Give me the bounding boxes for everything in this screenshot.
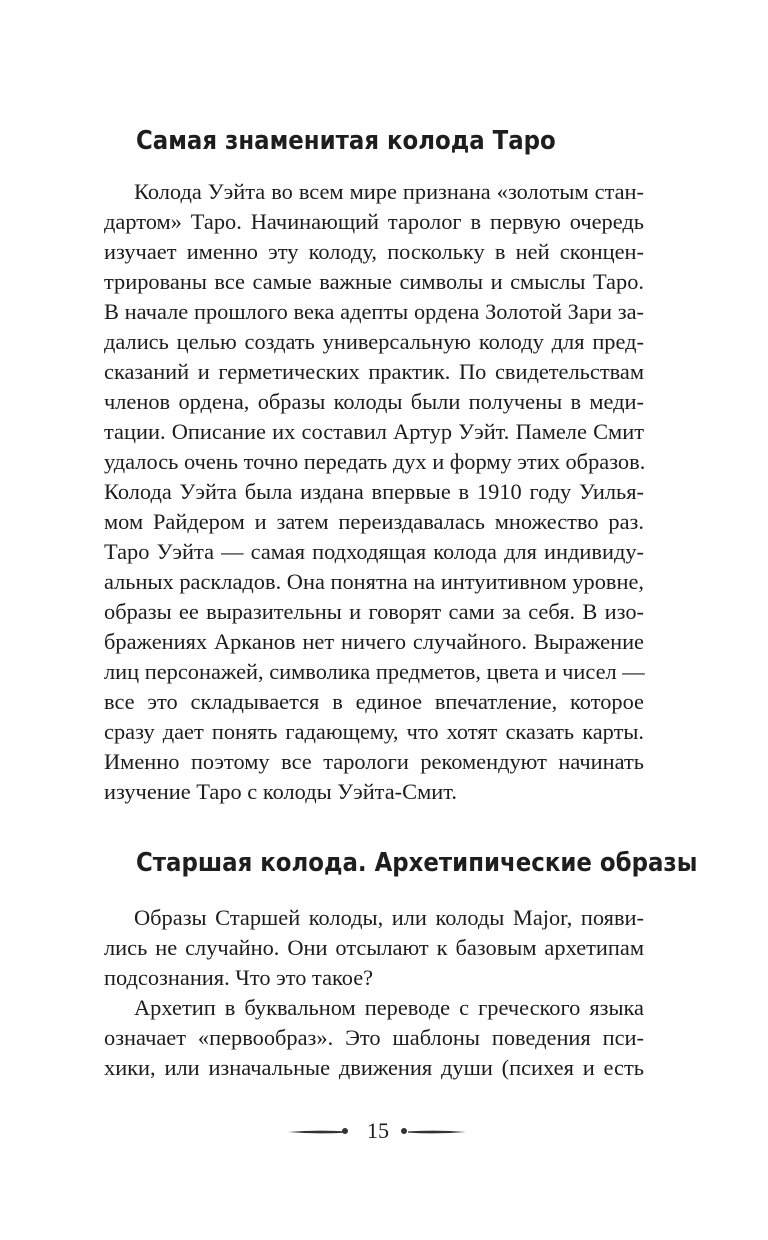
text-line: сразу дает понять гадающему, что хотят сказать карты. [104, 719, 644, 744]
text-line: изучает именно эту колоду, поскольку в ней сконцен- [104, 239, 644, 264]
text-line: хики, или изначальные движения души (психея и есть [104, 1055, 644, 1080]
text-line: дартом» Таро. Начинающий таролог в первую очередь [104, 209, 644, 234]
text-line: Колода Уэйта была издана впервые в 1910 году Уилья- [104, 479, 644, 504]
page-footer [0, 1116, 768, 1146]
dot-right-icon [401, 1128, 407, 1134]
text-line: Колода Уэйта во всем мире признана «золотым стан- [134, 179, 644, 204]
section-heading-major-arcana: Старшая колода. Архетипические образы [136, 848, 698, 878]
dot-left-icon [342, 1128, 348, 1134]
text-line: Именно поэтому все тарологи рекомендуют начинать [104, 749, 644, 774]
text-line: тации. Описание их составил Артур Уэйт. Памеле Смит [104, 419, 644, 444]
ornament-left-icon [288, 1129, 346, 1135]
text-line: удалось очень точно передать дух и форму этих образов. [104, 449, 646, 474]
text-line: В начале прошлого века адепты ордена Золотой Зари за- [104, 299, 644, 324]
text-line: означает «первообраз». Это шаблоны поведения пси- [104, 1025, 644, 1050]
text-line: Образы Старшей колоды, или колоды Major, появи- [134, 905, 644, 930]
ornament-right-icon [408, 1129, 466, 1135]
text-line: Таро Уэйта — самая подходящая колода для индивиду- [104, 539, 644, 564]
text-line: бражениях Арканов нет ничего случайного. Выражение [104, 629, 644, 654]
text-line: все это складывается в единое впечатление, которое [104, 689, 644, 714]
text-line: трированы все самые важные символы и смыслы Таро. [104, 269, 644, 294]
text-line: альных раскладов. Она понятна на интуитивном уровне, [104, 569, 644, 594]
text-line: подсознания. Что это такое? [104, 965, 374, 990]
text-line: мом Райдером и затем переиздавалась множество раз. [104, 509, 644, 534]
text-line: образы ее выразительны и говорят сами за себя. В изо- [104, 599, 644, 624]
section-heading-famous-deck: Самая знаменитая колода Таро [136, 126, 556, 156]
text-line: дались целью создать универсальную колоду для пред- [104, 329, 644, 354]
text-line: сказаний и герметических практик. По свидетельствам [104, 359, 644, 384]
text-line: изучение Таро с колоды Уэйта-Смит. [104, 779, 457, 804]
text-line: лиц персонажей, символика предметов, цвета и чисел — [104, 659, 645, 684]
text-line: членов ордена, образы колоды были получены в меди- [104, 389, 644, 414]
text-line: Архетип в буквальном переводе с греческого языка [134, 995, 644, 1020]
page-number: 15 [367, 1118, 389, 1143]
text-line: лись не случайно. Они отсылают к базовым архетипам [104, 935, 644, 960]
